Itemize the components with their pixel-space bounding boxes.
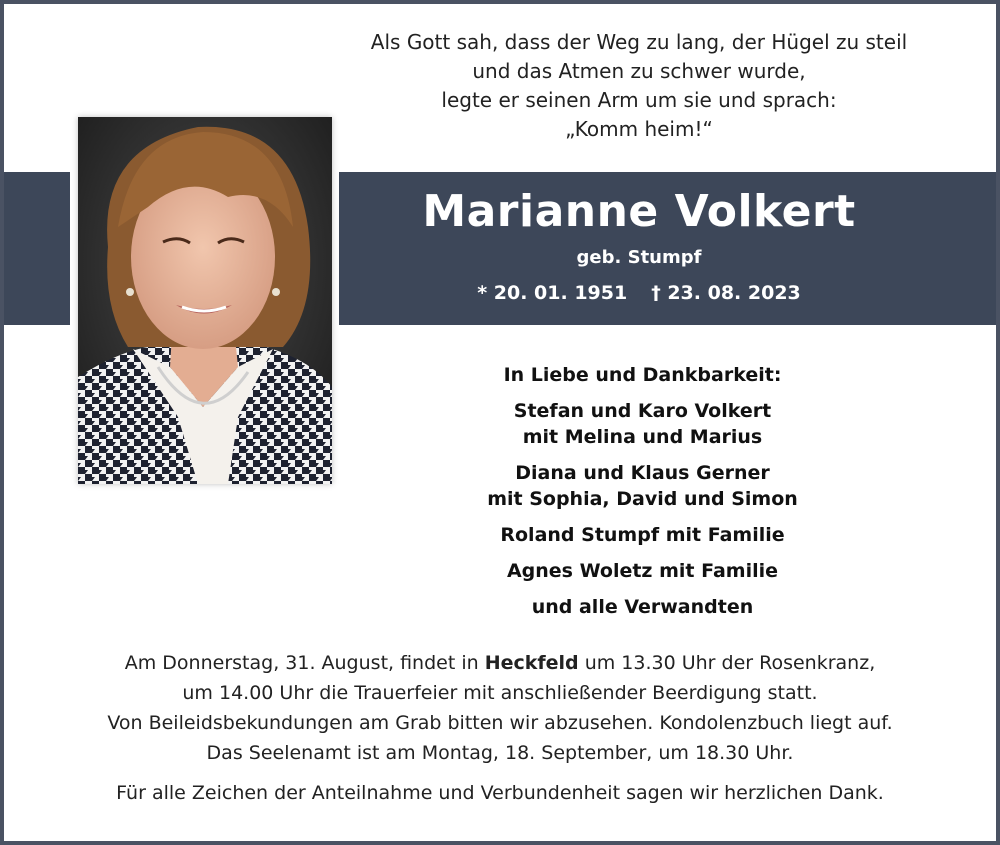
notice-line-2: um 14.00 Uhr die Trauerfeier mit anschließender Beerdigung statt.: [182, 682, 818, 704]
poem-line: Als Gott sah, dass der Weg zu lang, der Hügel zu steil: [370, 30, 908, 54]
portrait-photo: [78, 117, 332, 484]
notice-line-3: Von Beileidsbekundungen am Grab bitten wir abzusehen. Kondolenzbuch liegt auf.: [107, 712, 893, 734]
mourner-line: Diana und Klaus Gerner: [515, 462, 770, 484]
mourner-line: und alle Verwandten: [531, 596, 754, 618]
notice-line-1: [20, 648, 980, 678]
death-date: † 23. 08. 2023: [651, 282, 801, 304]
poem-line: „Komm heim!“: [565, 117, 713, 141]
header-band-left: [4, 172, 70, 325]
life-dates: [339, 282, 939, 304]
mourner-group: [400, 460, 885, 512]
mourner-line: mit Sophia, David und Simon: [487, 488, 798, 510]
funeral-place: Heckfeld: [484, 652, 579, 674]
notice-text: um 13.30 Uhr der Rosenkranz,: [578, 652, 876, 674]
mourners-heading: In Liebe und Dankbarkeit:: [503, 364, 782, 386]
mourner-group: [400, 398, 885, 450]
mourner-line: Agnes Woletz mit Familie: [506, 560, 779, 582]
deceased-name: Marianne Volkert: [422, 186, 856, 237]
maiden-name: geb. Stumpf: [576, 247, 702, 268]
birth-date: * 20. 01. 1951: [477, 282, 628, 304]
mourner-line: Roland Stumpf mit Familie: [500, 524, 785, 546]
notice-text: Am Donnerstag, 31. August, findet in: [124, 652, 485, 674]
poem-line: legte er seinen Arm um sie und sprach:: [441, 88, 837, 112]
mourner-group: [400, 558, 885, 584]
funeral-notice: [20, 648, 980, 768]
mourner-line: Stefan und Karo Volkert: [513, 400, 772, 422]
mourner-group: [400, 522, 885, 548]
mourner-line: mit Melina und Marius: [522, 426, 763, 448]
poem: [339, 28, 939, 144]
poem-line: und das Atmen zu schwer wurde,: [472, 59, 806, 83]
mourner-group: [400, 594, 885, 620]
thanks-line: Für alle Zeichen der Anteilnahme und Verbundenheit sagen wir herzlichen Dank.: [116, 782, 884, 804]
notice-line-4: Das Seelenamt ist am Montag, 18. September, um 18.30 Uhr.: [206, 742, 794, 764]
mourners-list: [400, 362, 885, 630]
